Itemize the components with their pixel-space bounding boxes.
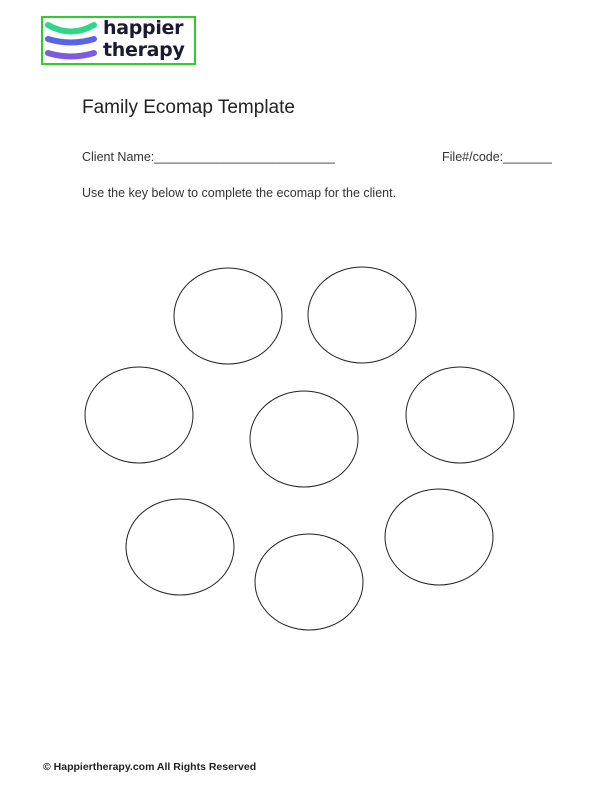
ecomap-circle-middle-left xyxy=(85,367,193,463)
ecomap-circle-top-right xyxy=(308,267,416,363)
ecomap-circle-bottom-left xyxy=(126,499,234,595)
ecomap-circle-bottom-right xyxy=(385,489,493,585)
page-title: Family Ecomap Template xyxy=(82,97,295,118)
ecomap-circle-bottom-center xyxy=(255,534,363,630)
ecomap-circle-center xyxy=(250,391,358,487)
ecomap-circle-top-left xyxy=(174,268,282,364)
file-code-field: File#/code:_______ xyxy=(442,150,552,164)
logo-text-line2: therapy xyxy=(103,39,185,61)
client-name-field: Client Name:__________________________ xyxy=(82,150,335,164)
ecomap-circle-middle-right xyxy=(406,367,514,463)
instructions-text: Use the key below to complete the ecomap for the client. xyxy=(82,186,397,200)
logo-text-line1: happier xyxy=(103,17,184,39)
copyright-footer: © Happiertherapy.com All Rights Reserved xyxy=(43,761,257,773)
